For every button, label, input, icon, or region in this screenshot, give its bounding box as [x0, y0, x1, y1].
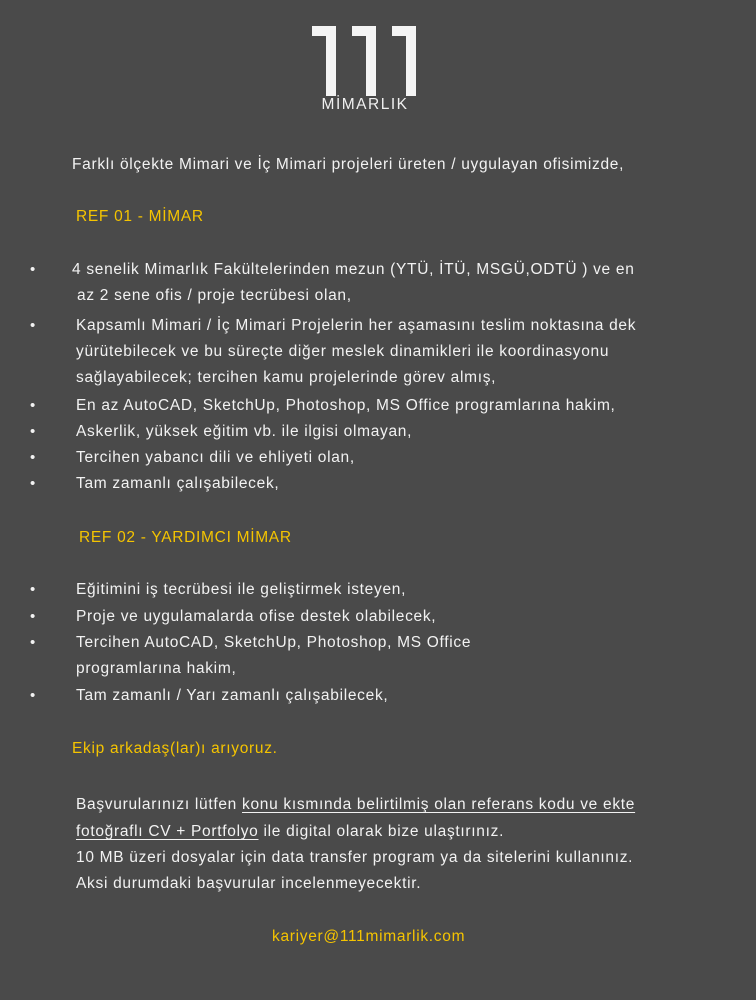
- list-item-line: Tam zamanlı çalışabilecek,: [76, 475, 280, 492]
- application-line-2: [76, 822, 504, 842]
- email-address[interactable]: kariyer@111mimarlik.com: [272, 928, 466, 945]
- list-item-line: Tercihen yabancı dili ve ehliyeti olan,: [76, 449, 355, 466]
- list-item-line: Tercihen AutoCAD, SketchUp, Photoshop, MS Office: [76, 634, 472, 651]
- logo-text: MİMARLIK: [321, 96, 409, 113]
- list-item-line: 4 senelik Mimarlık Fakültelerinden mezun (YTÜ, İTÜ, MSGÜ,ODTÜ ) ve en: [72, 261, 635, 278]
- bullet-icon: •: [30, 317, 36, 334]
- logo-mark-111: [306, 26, 424, 96]
- list-item-line: Proje ve uygulamalarda ofise destek olabilecek,: [76, 608, 437, 625]
- bullet-icon: •: [30, 261, 36, 278]
- application-line-4: Aksi durumdaki başvurular incelenmeyecektir.: [76, 875, 422, 892]
- list-item-line: az 2 sene ofis / proje tecrübesi olan,: [77, 287, 352, 304]
- bullet-icon: •: [30, 581, 36, 598]
- list-item-line: Eğitimini iş tecrübesi ile geliştirmek isteyen,: [76, 581, 407, 598]
- application-line-3: 10 MB üzeri dosyalar için data transfer program ya da sitelerini kullanınız.: [76, 849, 634, 866]
- application-text: ile digital olarak bize ulaştırınız.: [258, 823, 505, 840]
- list-item-line: yürütebilecek ve bu süreçte diğer meslek dinamikleri ile koordinasyonu: [76, 343, 610, 360]
- list-item-line: En az AutoCAD, SketchUp, Photoshop, MS Office programlarına hakim,: [76, 397, 616, 414]
- email-link[interactable]: [272, 927, 465, 947]
- bullet-icon: •: [30, 634, 36, 651]
- application-underlined-text: konu kısmında belirtilmiş olan referans kodu ve ekte: [242, 796, 636, 813]
- application-text: Başvurularınızı lütfen: [76, 796, 243, 813]
- bullet-icon: •: [30, 475, 36, 492]
- list-item-line: programlarına hakim,: [76, 660, 237, 677]
- list-item-line: Kapsamlı Mimari / İç Mimari Projelerin her aşamasını teslim noktasına dek: [76, 317, 637, 334]
- logo: [300, 26, 430, 118]
- ref2-title: REF 02 - YARDIMCI MİMAR: [79, 529, 292, 546]
- bullet-icon: •: [30, 687, 36, 704]
- ref1-title: REF 01 - MİMAR: [76, 208, 204, 225]
- bullet-icon: •: [30, 423, 36, 440]
- list-item-line: Askerlik, yüksek eğitim vb. ile ilgisi olmayan,: [76, 423, 413, 440]
- bullet-icon: •: [30, 608, 36, 625]
- list-item-line: sağlayabilecek; tercihen kamu projelerinde görev almış,: [76, 369, 497, 386]
- intro-text: Farklı ölçekte Mimari ve İç Mimari projeleri üreten / uygulayan ofisimizde,: [72, 156, 625, 173]
- list-item-line: Tam zamanlı / Yarı zamanlı çalışabilecek,: [76, 687, 389, 704]
- team-callout: Ekip arkadaş(lar)ı arıyoruz.: [72, 740, 278, 757]
- application-line-1: [76, 795, 635, 815]
- bullet-icon: •: [30, 397, 36, 414]
- bullet-icon: •: [30, 449, 36, 466]
- application-underlined-text: fotoğraflı CV + Portfolyo: [76, 823, 259, 840]
